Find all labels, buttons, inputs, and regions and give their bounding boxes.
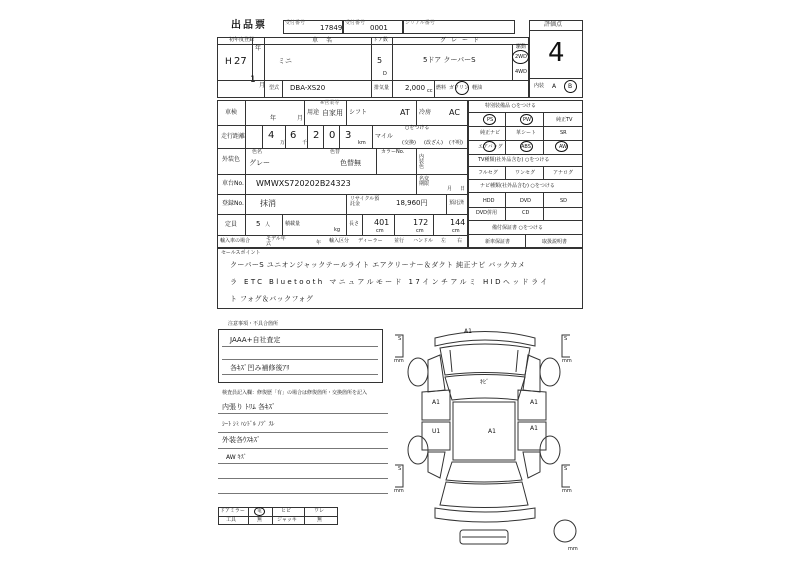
mark-roof: A1 bbox=[488, 428, 496, 435]
sales-point-label: セールスポイント bbox=[221, 250, 261, 256]
drive-label: 駆動 bbox=[516, 44, 527, 50]
transfer-label: 名変期限 bbox=[419, 176, 430, 187]
navi-hdd: HDD bbox=[483, 198, 495, 204]
length-unit: cm bbox=[376, 228, 384, 234]
mileage-unit: km bbox=[358, 140, 366, 146]
equip-abs-circle bbox=[520, 141, 533, 152]
width: 172 bbox=[413, 218, 429, 227]
mark-left-door: A1 bbox=[432, 399, 440, 406]
sales-point-line-2: ラ ETC Bluetooth マニュアルモード 17インチアルミ HIDヘッドライ bbox=[230, 278, 550, 286]
entry-no: 17849 bbox=[320, 24, 343, 32]
recycle: 18,960円 bbox=[396, 199, 428, 207]
notes-title: 注意事項・不具合箇所 bbox=[228, 321, 279, 327]
equip-aw-circle bbox=[555, 141, 568, 152]
usage-label: 用途 bbox=[307, 109, 320, 116]
equip-pw: PW bbox=[523, 117, 531, 123]
color-change: 色替無 bbox=[340, 159, 361, 167]
cc: 2,000 bbox=[405, 84, 426, 92]
ac-label: 冷房 bbox=[419, 109, 432, 116]
serial-label: 車台No. bbox=[222, 180, 244, 187]
navi-dvd-combo: DVD併用 bbox=[476, 210, 498, 216]
score-label: 評価点 bbox=[544, 21, 563, 28]
records-manual: 取扱説明書 bbox=[542, 239, 568, 245]
length: 401 bbox=[374, 218, 390, 227]
mark-left-rear: U1 bbox=[432, 428, 441, 435]
interior-label: 内装色 bbox=[419, 154, 425, 170]
import-dealer: ディーラー bbox=[358, 238, 383, 244]
tire-rr-unit: mm bbox=[562, 488, 572, 494]
car-damage-diagram bbox=[390, 320, 590, 550]
tire-rr-label: S bbox=[564, 466, 568, 472]
jack-value: 無 bbox=[317, 517, 323, 523]
rating-b: B bbox=[568, 83, 573, 90]
trunk bbox=[440, 482, 528, 508]
equip-leather: 革シート bbox=[516, 130, 537, 136]
equip-airbag-circle bbox=[483, 141, 496, 152]
sales-point-line-3: ト フォグ＆バックフォグ bbox=[230, 295, 314, 303]
mirror-circle bbox=[254, 507, 265, 516]
usage: 自家用 bbox=[322, 109, 343, 117]
equip-ps-circle bbox=[483, 114, 496, 125]
month-unit: 月 bbox=[259, 82, 266, 89]
color-main-label: 色名 bbox=[252, 149, 263, 155]
handle-left: 左 bbox=[441, 238, 447, 244]
right-rear-fender bbox=[523, 452, 540, 478]
height: 144 bbox=[450, 218, 466, 227]
tire-fl-unit: mm bbox=[394, 358, 404, 364]
mark-front-bumper: A1 bbox=[464, 328, 472, 335]
corner-label: シリアル番号 bbox=[405, 20, 435, 26]
sales-point-line-1: クーパーS ユニオンジャックテールライト エアクリーナー＆ダクト 純正ナビ バックカメ bbox=[230, 261, 526, 269]
equip-sr: SR bbox=[560, 130, 567, 136]
mileage-digit-4: 0 bbox=[329, 130, 336, 141]
recycle-label: リサイクル預託金 bbox=[350, 196, 380, 207]
mileage-digit-2: 6 bbox=[290, 130, 297, 141]
inspector-line-3: 外装各ｳｽｷｽﾞ bbox=[222, 436, 261, 444]
first-reg-label: 初年度登録 bbox=[229, 37, 255, 43]
transfer-unit-2: 日 bbox=[460, 186, 466, 192]
navi-dvd: DVD bbox=[520, 198, 532, 204]
roof bbox=[453, 402, 515, 460]
import-type: 輸入区分 bbox=[329, 238, 350, 244]
rear-bumper bbox=[435, 508, 535, 522]
handle-right: 右 bbox=[457, 238, 463, 244]
drive-4wd: 4WD bbox=[515, 69, 527, 75]
tire-fr bbox=[540, 358, 560, 386]
inspector-line-2: ｼｰﾄ ｼﾐ ﾊﾝﾄﾞﾙ ﾉﾌﾞ ｽﾚ bbox=[222, 421, 275, 428]
mileage-option-1: (交換) bbox=[402, 140, 416, 146]
note-line-3: 各ｷｽﾞ凹み補修後ｱﾘ bbox=[230, 364, 290, 372]
mileage-option-3: (不明) bbox=[449, 140, 463, 146]
mileage-unit-2: 千 bbox=[302, 140, 308, 146]
shift-label: シフト bbox=[349, 109, 368, 116]
rating-a: A bbox=[552, 83, 557, 90]
mileage-digit-1: 4 bbox=[268, 130, 275, 141]
weight-label: 積載量 bbox=[285, 221, 301, 227]
model-label: 型式 bbox=[269, 85, 280, 91]
navi-title: ナビ種類(社外品含む) ○をつける bbox=[480, 183, 555, 189]
serial: WMWXS720202B24323 bbox=[256, 179, 351, 188]
equip-airbag: エアバッグ bbox=[478, 144, 503, 150]
spare-tire-unit: mm bbox=[568, 546, 578, 550]
tv-title: TV種類(社外品含む) ○をつける bbox=[478, 157, 550, 163]
equip-abs: ABS bbox=[521, 144, 531, 150]
recycle-status: 預託済 bbox=[449, 200, 465, 206]
capacity-unit: 人 bbox=[265, 222, 271, 228]
color-main: グレー bbox=[249, 159, 270, 167]
records-warranty: 新車保証書 bbox=[485, 239, 511, 245]
drive-2wd-circle bbox=[512, 50, 529, 64]
left-rear-door bbox=[422, 422, 450, 450]
tools-label: 工具 bbox=[226, 517, 237, 523]
equip-navi: 純正ナビ bbox=[480, 130, 501, 136]
mirror-value: 電 bbox=[257, 508, 263, 514]
mileage-option-header: ○をつける bbox=[405, 125, 430, 131]
spare-tire bbox=[554, 520, 576, 542]
navi-sd: SD bbox=[560, 198, 568, 204]
doors: 5 bbox=[377, 56, 383, 65]
crack-label: ヒビ bbox=[281, 508, 292, 514]
records-title: 備付保証書 ○をつける bbox=[492, 225, 543, 231]
doors-label: ドア数 bbox=[373, 37, 388, 43]
equip-tv: 純正TV bbox=[556, 117, 573, 123]
fuel-diesel: 軽油 bbox=[472, 85, 483, 91]
year-unit: 年 bbox=[255, 45, 262, 52]
height-unit: cm bbox=[452, 228, 460, 234]
capacity: 5 bbox=[256, 220, 261, 228]
model-year-label: モデル年式 bbox=[266, 236, 286, 247]
dims-label: 長さ bbox=[349, 221, 360, 227]
inspection-year-unit: 年 bbox=[270, 115, 277, 122]
equip-aw: AW bbox=[559, 144, 568, 150]
score-value: 4 bbox=[548, 38, 565, 68]
plate: 抹消 bbox=[260, 199, 276, 208]
weight-unit: kg bbox=[334, 227, 341, 233]
mileage-digit-3: 2 bbox=[313, 130, 320, 141]
color-no-label: カラーNo. bbox=[381, 149, 405, 155]
inspector-line-1: 内張り ﾄﾘﾑ 各ｷｽﾞ bbox=[222, 403, 276, 411]
era: H bbox=[225, 57, 232, 67]
grade: 5ドア クーパーS bbox=[423, 56, 476, 64]
tools-value: 無 bbox=[257, 517, 263, 523]
color-label: 外装色 bbox=[222, 156, 241, 163]
seq-label: 受付番号 bbox=[345, 20, 366, 26]
model-year-unit: 年 bbox=[316, 240, 322, 246]
tv-analog: アナログ bbox=[553, 170, 574, 176]
tire-rl-unit: mm bbox=[394, 488, 404, 494]
tire-fl bbox=[408, 358, 428, 386]
tire-fr-unit: mm bbox=[562, 358, 572, 364]
entry-no-label: 受付番号 bbox=[285, 20, 306, 26]
tv-oneseg: ワンセグ bbox=[515, 170, 536, 176]
ac: AC bbox=[449, 108, 460, 117]
mileage-label: 走行距離 bbox=[221, 133, 246, 140]
name-label: 車名 bbox=[312, 37, 341, 44]
mark-hood: ｷﾋﾞ bbox=[480, 379, 490, 386]
width-unit: cm bbox=[416, 228, 424, 234]
mileage-option-2: (改ざん) bbox=[424, 140, 443, 146]
rear-window bbox=[446, 462, 522, 482]
sheet-title: 出品票 bbox=[231, 20, 267, 31]
equip-pw-circle bbox=[520, 114, 533, 125]
import-label: 輸入車の場合 bbox=[220, 238, 251, 244]
capacity-label: 定員 bbox=[225, 221, 238, 228]
tire-fl-label: S bbox=[398, 336, 402, 342]
inspector-line-4: AW ｷｽﾞ bbox=[226, 454, 247, 461]
import-parallel: 並行 bbox=[394, 238, 405, 244]
equip-ps: PS bbox=[487, 117, 494, 123]
handle-label: ハンドル bbox=[413, 238, 434, 244]
mileage-unit-1: 万 bbox=[280, 140, 286, 146]
mark-right-door: A1 bbox=[530, 399, 538, 406]
navi-cd: CD bbox=[522, 210, 530, 216]
rating-prefix: 内装 bbox=[534, 83, 545, 89]
color-code-label: 色替 bbox=[330, 149, 341, 155]
break-label: ワレ bbox=[314, 508, 325, 514]
year: 27 bbox=[234, 56, 247, 67]
inspection-label: 車検 bbox=[225, 109, 238, 116]
inspector-label: 検査員記入欄：修復歴「有」の場合は修復箇所・交換箇所を記入 bbox=[222, 390, 368, 396]
transfer-unit-1: 月 bbox=[447, 186, 453, 192]
drive-2wd: 2WD bbox=[515, 54, 527, 60]
tire-rl-label: S bbox=[398, 466, 402, 472]
fuel-gasoline: ガソリン bbox=[449, 85, 470, 91]
fuel-circle bbox=[455, 81, 469, 95]
jack-label: ジャッキ bbox=[277, 517, 297, 523]
cc-unit: cc bbox=[427, 88, 433, 94]
model: DBA-XS20 bbox=[290, 84, 326, 92]
inspection-month-unit: 月 bbox=[297, 115, 304, 122]
equipment-title: 特別装備品 ○をつける bbox=[485, 103, 536, 109]
vehicle-name: ミニ bbox=[278, 57, 292, 65]
shift: AT bbox=[400, 108, 410, 117]
grade-label: グレード bbox=[440, 37, 485, 44]
fuel-label: 燃料 bbox=[436, 85, 447, 91]
doors-unit: D bbox=[383, 71, 387, 77]
tv-fullseg: フルセグ bbox=[478, 170, 498, 176]
plate-label: 登録No. bbox=[222, 200, 244, 207]
mirror-label: ドアミラー bbox=[220, 508, 245, 514]
rating-b-circle bbox=[564, 80, 577, 93]
right-front-fender bbox=[523, 355, 540, 392]
usage-note: ※営業等 bbox=[320, 100, 340, 106]
left-rear-fender bbox=[428, 452, 445, 478]
cc-label: 排気量 bbox=[374, 85, 390, 91]
note-line-1: JAAA+自社査定 bbox=[230, 336, 281, 344]
mileage-note: マイル bbox=[375, 133, 393, 140]
month: 1 bbox=[250, 75, 256, 85]
mileage-digit-5: 3 bbox=[345, 130, 352, 141]
tire-fr-label: S bbox=[564, 336, 568, 342]
mark-right-rear: A1 bbox=[530, 425, 538, 432]
seq-no: 0001 bbox=[370, 24, 388, 32]
